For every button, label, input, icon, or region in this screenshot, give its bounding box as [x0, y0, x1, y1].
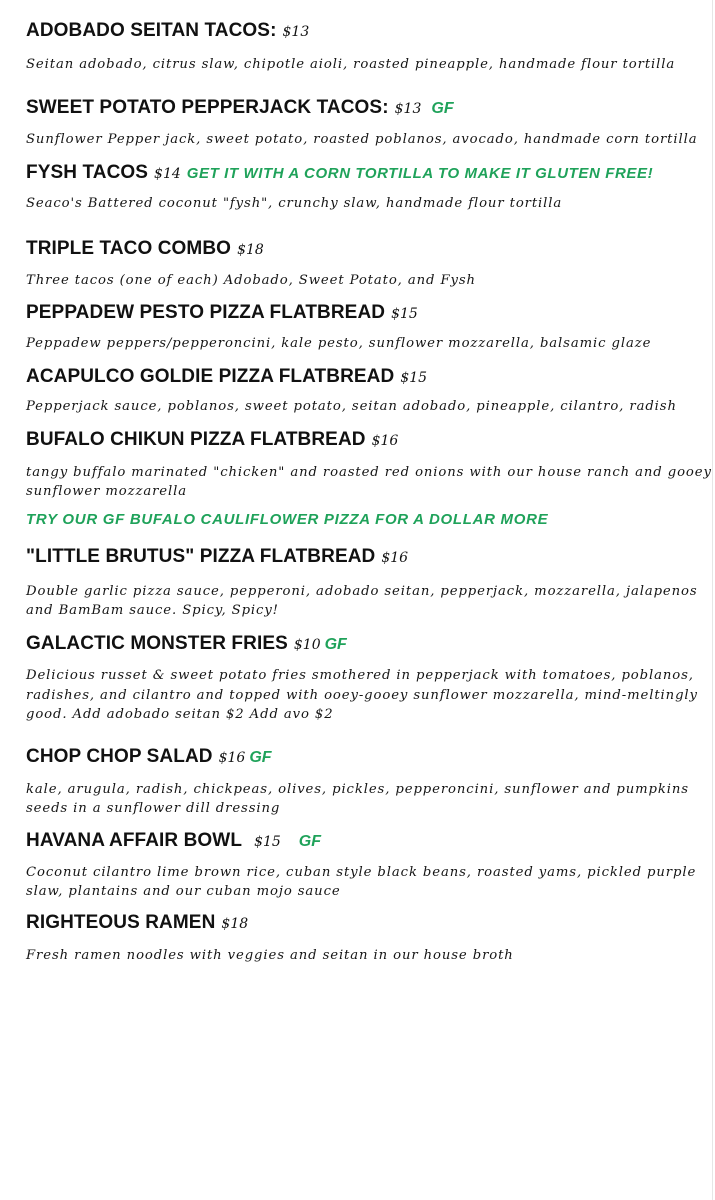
- item-description-line: tangy buffalo marinated "chicken" and roasted red onions with our house ranch and gooey: [26, 465, 712, 480]
- item-description: Three tacos (one of each) Adobado, Sweet Potato, and Fysh: [26, 273, 476, 288]
- gluten-free-badge: GF: [298, 833, 322, 850]
- item-price: $18: [221, 916, 249, 932]
- menu-item-fysh-tacos: [26, 162, 707, 184]
- item-description: Sunflower Pepper jack, sweet potato, roasted poblanos, avocado, handmade corn tortilla: [26, 132, 698, 147]
- item-description: Seaco's Battered coconut "fysh", crunchy slaw, handmade flour tortilla: [26, 196, 563, 211]
- menu-item-galactic-monster-fries: [26, 633, 707, 655]
- item-price: $18: [237, 242, 264, 258]
- menu-item-adobado-seitan-tacos: [26, 20, 707, 42]
- gluten-free-badge: GF: [249, 749, 272, 766]
- item-title: FYSH TACOS: [26, 162, 149, 183]
- item-price: $16: [381, 550, 409, 566]
- item-price: $14: [154, 166, 181, 182]
- item-description-line: and BamBam sauce. Spicy, Spicy!: [26, 603, 279, 618]
- item-title: ACAPULCO GOLDIE PIZZA FLATBREAD: [26, 366, 395, 387]
- item-title: PEPPADEW PESTO PIZZA FLATBREAD: [26, 302, 386, 323]
- promo-note: TRY OUR GF BUFALO CAULIFLOWER PIZZA FOR A DOLLAR MORE: [26, 511, 549, 528]
- gluten-free-badge: GF: [431, 100, 454, 117]
- item-price: $13: [282, 24, 310, 40]
- menu-item-bufalo-chikun-pizza: [26, 429, 707, 451]
- item-price: $15: [254, 834, 281, 850]
- item-description: Peppadew peppers/pepperoncini, kale pesto, sunflower mozzarella, balsamic glaze: [26, 336, 652, 351]
- menu-item-peppadew-pesto-pizza: [26, 302, 707, 324]
- item-title: CHOP CHOP SALAD: [26, 746, 213, 767]
- gluten-free-badge: GF: [324, 636, 347, 653]
- item-description-line: slaw, plantains and our cuban mojo sauce: [26, 884, 341, 899]
- item-description-line: sunflower mozzarella: [26, 484, 187, 499]
- item-description-line: good. Add adobado seitan $2 Add avo $2: [26, 707, 334, 722]
- item-title: "LITTLE BRUTUS" PIZZA FLATBREAD: [26, 546, 376, 567]
- item-description-line: Double garlic pizza sauce, pepperoni, adobado seitan, pepperjack, mozzarella, jalapenos: [26, 584, 698, 599]
- item-title: RIGHTEOUS RAMEN: [26, 912, 216, 933]
- item-description-line: Delicious russet & sweet potato fries smothered in pepperjack with tomatoes, poblanos,: [26, 668, 694, 683]
- item-title: BUFALO CHIKUN PIZZA FLATBREAD: [26, 429, 366, 450]
- item-price: $16: [371, 433, 399, 449]
- item-description-line: kale, arugula, radish, chickpeas, olives, pickles, pepperoncini, sunflower and pumpkins: [26, 782, 689, 797]
- menu-item-chop-chop-salad: [26, 746, 707, 768]
- item-title: GALACTIC MONSTER FRIES: [26, 633, 288, 654]
- menu-item-righteous-ramen: [26, 912, 707, 934]
- menu-item-havana-affair-bowl: [26, 830, 707, 852]
- item-price: $15: [400, 370, 428, 386]
- item-description-line: Coconut cilantro lime brown rice, cuban style black beans, roasted yams, pickled purple: [26, 865, 697, 880]
- item-title: ADOBADO SEITAN TACOS:: [26, 20, 277, 41]
- item-price: $10: [293, 637, 321, 653]
- item-title: SWEET POTATO PEPPERJACK TACOS:: [26, 97, 389, 118]
- menu-item-acapulco-goldie-pizza: [26, 366, 707, 388]
- item-price: $13: [394, 101, 422, 117]
- menu-item-little-brutus-pizza: [26, 546, 707, 568]
- item-price: $15: [391, 306, 418, 322]
- item-description-line: radishes, and cilantro and topped with ooey-gooey sunflower mozzarella, mind-meltingly: [26, 688, 698, 703]
- gluten-free-note: GET IT WITH A CORN TORTILLA TO MAKE IT GLUTEN FREE!: [186, 165, 654, 182]
- item-description-line: seeds in a sunflower dill dressing: [26, 801, 281, 816]
- item-description: Seitan adobado, citrus slaw, chipotle aioli, roasted pineapple, handmade flour tortilla: [26, 57, 676, 72]
- item-title: HAVANA AFFAIR BOWL: [26, 830, 243, 851]
- menu-item-triple-taco-combo: [26, 238, 707, 260]
- item-price: $16: [218, 750, 246, 766]
- item-title: TRIPLE TACO COMBO: [26, 238, 232, 259]
- item-description: Pepperjack sauce, poblanos, sweet potato, seitan adobado, pineapple, cilantro, radish: [26, 399, 677, 414]
- menu-item-sweet-potato-pepperjack-tacos: [26, 97, 707, 119]
- item-description: Fresh ramen noodles with veggies and seitan in our house broth: [26, 948, 514, 963]
